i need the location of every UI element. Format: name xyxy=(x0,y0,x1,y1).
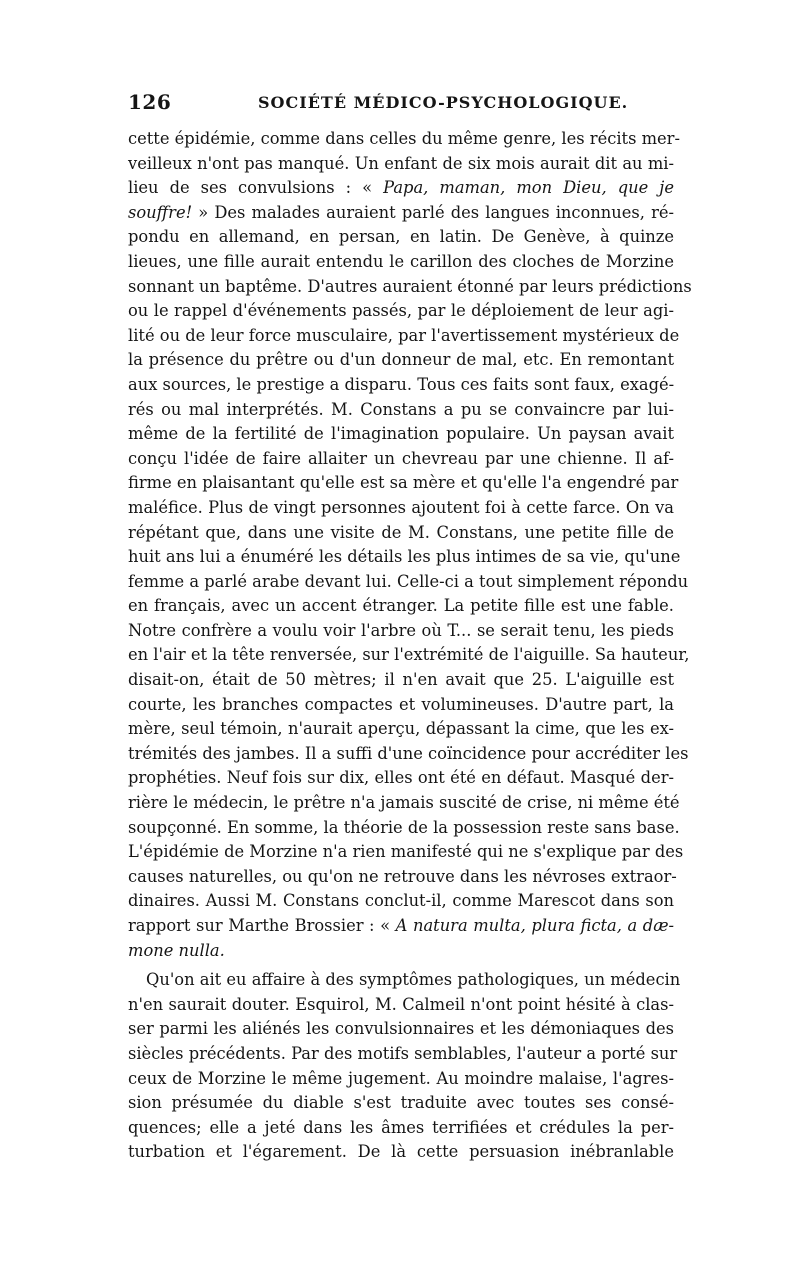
text-line xyxy=(128,939,674,964)
text-span: » Des malades auraient parlé des langues inconnues, ré- xyxy=(192,202,674,222)
text-line: en français, avec un accent étranger. La petite fille est une fable. xyxy=(128,596,674,616)
text-line: rière le médecin, le prêtre n'a jamais suscité de crise, ni même été xyxy=(128,793,680,813)
text-line: en l'air et la tête renversée, sur l'extrémité de l'aiguille. Sa hauteur, xyxy=(128,645,690,665)
text-span: rapport sur Marthe Brossier : « xyxy=(128,916,396,935)
text-line: maléfice. Plus de vingt personnes ajoutent foi à cette farce. On va xyxy=(128,497,674,517)
text-line: sion présumée du diable s'est traduite avec toutes ses consé- xyxy=(128,1093,674,1113)
text-line: sonnant un baptême. D'autres auraient étonné par leurs prédictions xyxy=(128,276,692,296)
text-line xyxy=(128,176,674,201)
text-line: lieues, une fille aurait entendu le carillon des cloches de Morzine xyxy=(128,251,674,271)
text-line: même de la fertilité de l'imagination populaire. Un paysan avait xyxy=(128,424,674,444)
text-line: disait-on, était de 50 mètres; il n'en avait que 25. L'aiguille est xyxy=(128,670,674,690)
text-line xyxy=(128,914,674,939)
text-span: lieu de ses convulsions : « xyxy=(128,178,384,198)
text-line: Notre confrère a voulu voir l'arbre où T... se serait tenu, les pieds xyxy=(128,620,674,640)
text-line: aux sources, le prestige a disparu. Tous ces faits sont faux, exagé- xyxy=(128,374,675,394)
text-line: turbation et l'égarement. De là cette persuasion inébranlable xyxy=(128,1142,674,1162)
text-line: Qu'on ait eu affaire à des symptômes pathologiques, un médecin xyxy=(146,970,681,990)
text-line: la présence du prêtre ou d'un donneur de mal, etc. En remontant xyxy=(128,350,674,370)
italic-quote: souffre! xyxy=(128,202,193,222)
italic-quote: mone nulla. xyxy=(128,940,225,960)
text-line: femme a parlé arabe devant lui. Celle-ci a tout simplement répondu xyxy=(128,571,689,591)
text-line: dinaires. Aussi M. Constans conclut-il, comme Marescot dans son xyxy=(128,891,674,911)
paragraph-1 xyxy=(128,127,692,963)
italic-quote: A natura multa, plura ficta, a dæ- xyxy=(395,916,674,935)
text-line: conçu l'idée de faire allaiter un chevreau par une chienne. Il af- xyxy=(128,448,674,468)
text-line: n'en saurait douter. Esquirol, M. Calmeil n'ont point hésité à clas- xyxy=(128,994,674,1014)
text-line: pondu en allemand, en persan, en latin. De Genève, à quinze xyxy=(128,227,674,247)
page-header xyxy=(128,88,674,128)
page-number: 126 xyxy=(128,90,172,114)
text-line: huit ans lui a énuméré les détails les plus intimes de sa vie, qu'une xyxy=(128,547,681,567)
text-line: ou le rappel d'événements passés, par le déploiement de leur agi- xyxy=(128,301,674,321)
text-line: répétant que, dans une visite de M. Constans, une petite fille de xyxy=(128,522,674,542)
text-line: lité ou de leur force musculaire, par l'avertissement mystérieux de xyxy=(128,325,680,345)
text-line: veilleux n'ont pas manqué. Un enfant de six mois aurait dit au mi- xyxy=(128,153,674,173)
italic-quote: Papa, maman, mon Dieu, que je xyxy=(383,178,674,198)
text-line: trémités des jambes. Il a suffi d'une coïncidence pour accréditer les xyxy=(128,743,689,763)
text-line: soupçonné. En somme, la théorie de la possession reste sans base. xyxy=(128,817,680,837)
text-line: ceux de Morzine le même jugement. Au moindre malaise, l'agres- xyxy=(128,1068,674,1088)
running-head: SOCIÉTÉ MÉDICO-PSYCHOLOGIQUE. xyxy=(258,93,629,112)
text-line: prophéties. Neuf fois sur dix, elles ont été en défaut. Masqué der- xyxy=(128,768,674,788)
text-line: firme en plaisantant qu'elle est sa mère et qu'elle l'a engendré par xyxy=(128,473,679,493)
text-line: rés ou mal interprétés. M. Constans a pu se convaincre par lui- xyxy=(128,399,674,419)
text-line: L'épidémie de Morzine n'a rien manifesté qui ne s'explique par des xyxy=(128,842,684,862)
text-line: causes naturelles, ou qu'on ne retrouve dans les névroses extraor- xyxy=(128,866,677,886)
text-line: cette épidémie, comme dans celles du même genre, les récits mer- xyxy=(128,129,680,148)
text-line: mère, seul témoin, n'aurait aperçu, dépassant la cime, que les ex- xyxy=(128,719,674,739)
text-line: siècles précédents. Par des motifs semblables, l'auteur a porté sur xyxy=(128,1043,678,1063)
text-line: ser parmi les aliénés les convulsionnaires et les démoniaques des xyxy=(128,1019,674,1039)
text-line: quences; elle a jeté dans les âmes terrifiées et crédules la per- xyxy=(128,1117,674,1137)
body-text xyxy=(128,127,692,1165)
text-line: courte, les branches compactes et volumineuses. D'autre part, la xyxy=(128,694,674,714)
paragraph-2 xyxy=(128,968,681,1165)
text-line xyxy=(128,201,674,226)
